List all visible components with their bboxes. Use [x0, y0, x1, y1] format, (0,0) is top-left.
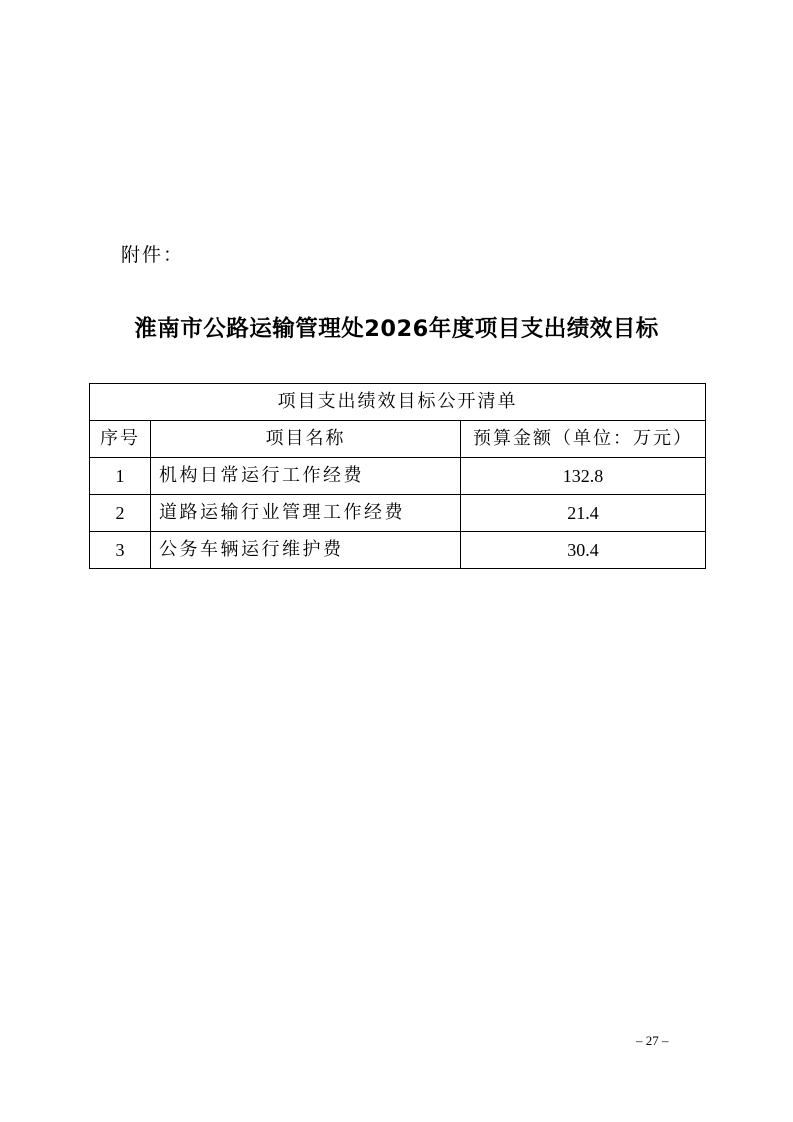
header-project-name: 项目名称: [151, 421, 461, 458]
table-header-row: [90, 421, 706, 458]
row-project-name: 道路运输行业管理工作经费: [151, 495, 461, 532]
row-index: 1: [90, 458, 151, 495]
row-project-name: 公务车辆运行维护费: [151, 532, 461, 569]
table-row: [90, 532, 706, 569]
row-project-name: 机构日常运行工作经费: [151, 458, 461, 495]
table-caption-row: [90, 384, 706, 421]
page-number: – 27 –: [636, 1033, 669, 1048]
row-index: 3: [90, 532, 151, 569]
performance-goals-table: [89, 383, 706, 569]
header-budget: 预算金额（单位：万元）: [461, 421, 706, 458]
table-row: [90, 458, 706, 495]
row-budget: 21.4: [461, 495, 706, 532]
attachment-label: 附件：: [121, 244, 185, 266]
header-index: 序号: [90, 421, 151, 458]
table-caption: 项目支出绩效目标公开清单: [90, 384, 706, 421]
page-title: 淮南市公路运输管理处2026年度项目支出绩效目标: [134, 316, 659, 342]
row-index: 2: [90, 495, 151, 532]
row-budget: 30.4: [461, 532, 706, 569]
row-budget: 132.8: [461, 458, 706, 495]
table-row: [90, 495, 706, 532]
